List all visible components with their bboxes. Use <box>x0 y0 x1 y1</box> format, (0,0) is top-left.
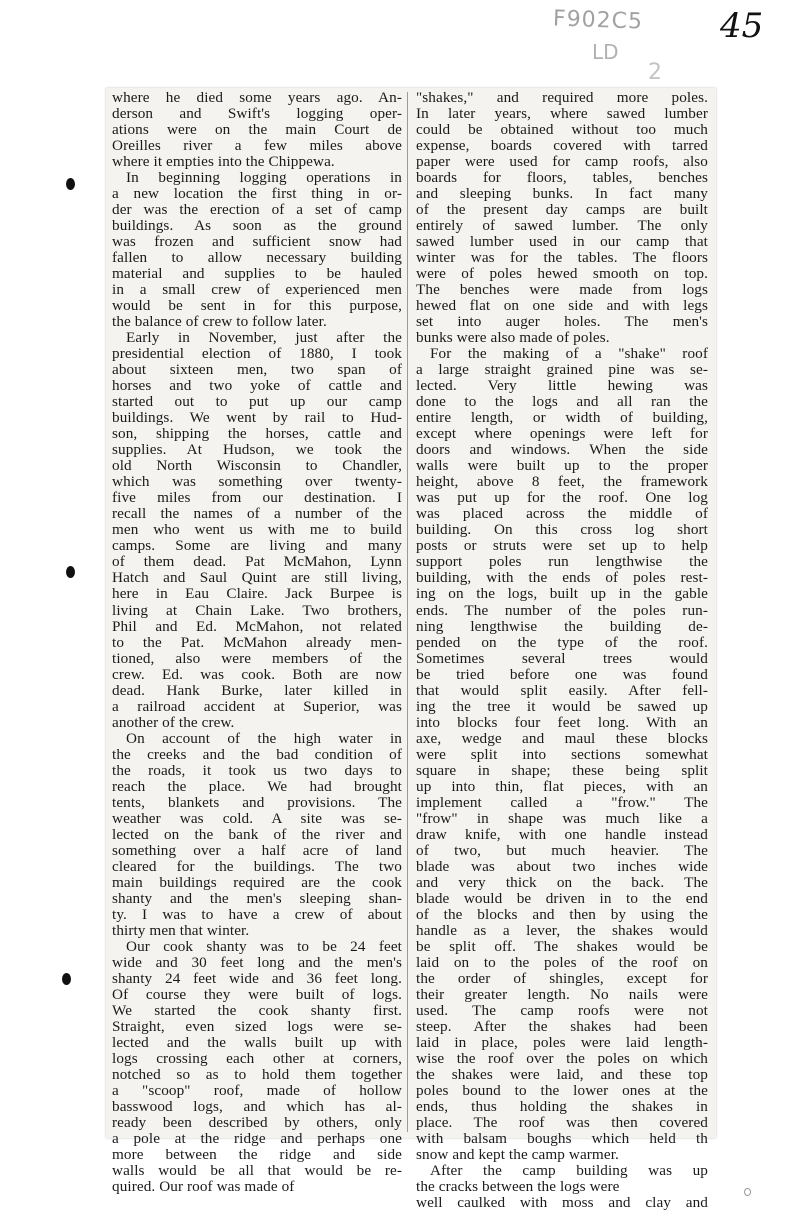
article-line: ing on the logs, built up in the gable <box>416 586 708 603</box>
article-line: blade was about two inches wide <box>416 858 708 875</box>
article-line: here in Eau Claire. Jack Burpee is <box>112 586 402 603</box>
article-line: implement called a "frow." The <box>416 794 708 811</box>
article-line: to the Pat. McMahon already men- <box>112 634 402 651</box>
article-line: quired. Our roof was made of <box>112 1179 295 1196</box>
article-line: son, shipping the horses, cattle and <box>112 426 402 443</box>
article-line: bunks were also made of poles. <box>416 330 610 347</box>
article-line: In later years, where sawed lumber <box>416 106 708 123</box>
article-line: square in shape; these being split <box>416 762 708 779</box>
article-line: the creeks and the bad condition of <box>112 746 402 763</box>
article-line: place. The roof was then covered <box>416 1115 708 1131</box>
article-line: recall the names of a number of the <box>112 506 402 523</box>
article-line: Early in November, just after the <box>126 330 402 347</box>
article-line: Of course they were built of logs. <box>112 986 402 1003</box>
article-line: The benches were made from logs <box>416 282 708 299</box>
article-line: be tried before one was found <box>416 666 708 683</box>
article-line: tents, blankets and provisions. The <box>112 794 402 811</box>
article-line: lected on the bank of the river and <box>112 826 402 843</box>
article-column-left <box>112 90 402 1195</box>
article-line: Sometimes several trees would <box>416 650 708 667</box>
article-line: old North Wisconsin to Chandler, <box>112 458 402 475</box>
article-line: be split off. The shakes would be <box>416 938 708 955</box>
article-line: For the making of a "shake" roof <box>430 346 708 363</box>
catalog-code-annotation: F902C5 <box>552 6 644 35</box>
column-divider <box>407 92 408 1132</box>
article-line: entire length, or width of building, <box>416 410 708 427</box>
article-line: weather was cold. A site was se- <box>112 810 402 827</box>
article-line: lected. Very little hewing was <box>416 378 708 395</box>
article-line: Our cook shanty was to be 24 feet <box>126 938 402 955</box>
article-line: a "scoop" roof, made of hollow <box>112 1082 402 1099</box>
article-line: would be sent in for this purpose, <box>112 298 402 315</box>
article-line: about sixteen men, two span of <box>112 362 402 379</box>
article-line: cleared for the buildings. The two <box>112 858 402 875</box>
article-line: wide and 30 feet long and the men's <box>112 954 402 971</box>
article-line: more between the ridge and side <box>112 1147 402 1164</box>
corner-mark-annotation: 2 <box>648 60 662 85</box>
article-line: shanty 24 feet wide and 36 feet long. <box>112 970 402 987</box>
article-line: wise the roof over the poles on which <box>416 1050 708 1067</box>
article-line: axe, wedge and maul these blocks <box>416 730 708 747</box>
article-line: tioned, also were members of the <box>112 650 402 667</box>
article-line: Oreilles river a few miles above <box>112 138 402 155</box>
article-line: into blocks four feet long. With an <box>416 714 708 731</box>
article-line: laid on to the poles of the roof on <box>416 954 708 971</box>
article-line: basswood logs, and which has al- <box>112 1098 402 1115</box>
article-line: set into auger holes. The men's <box>416 314 708 331</box>
article-line: a large straight grained pine was se- <box>416 362 708 379</box>
article-line: of the blocks and then by using the <box>416 906 708 923</box>
article-line: On account of the high water in <box>126 730 402 747</box>
article-line: Straight, even sized logs were se- <box>112 1018 402 1035</box>
article-line: a new location the first thing in or- <box>112 186 402 203</box>
article-line: posts or struts were set up to help <box>416 538 708 555</box>
article-line: up into thin, flat pieces, with an <box>416 778 708 795</box>
article-line: crew. Ed. was cook. Both are now <box>112 666 402 683</box>
article-line: walls would be all that would be re- <box>112 1163 402 1180</box>
article-line: five miles from our destination. I <box>112 490 402 507</box>
article-line: logs crossing each other at corners, <box>112 1050 402 1067</box>
article-line: building, with the ends of poles rest- <box>416 570 708 587</box>
article-line: In beginning logging operations in <box>126 170 402 187</box>
article-line: except where openings were left for <box>416 426 708 443</box>
article-line: ing the tree it would be sawed up <box>416 698 708 715</box>
punch-hole <box>62 973 71 985</box>
article-line: and sleeping bunks. In fact many <box>416 186 708 203</box>
article-line: were of poles hewed smooth on top. <box>416 266 708 283</box>
article-line: the cracks between the logs were <box>416 1179 620 1196</box>
article-line: the order of shingles, except for <box>416 970 708 987</box>
article-line: the balance of crew to follow later. <box>112 314 327 331</box>
article-line: which was something over twenty- <box>112 474 402 491</box>
article-line: We started the cook shanty first. <box>112 1002 402 1019</box>
article-line: der was the erection of a set of camp <box>112 202 402 219</box>
article-column-right <box>416 90 708 1211</box>
article-line: of the present day camps are built <box>416 202 708 219</box>
article-line: expense, boards covered with tarred <box>416 138 708 155</box>
article-line: with balsam boughs which held th <box>416 1131 708 1148</box>
article-line: walls were built up to the proper <box>416 458 708 475</box>
article-line: were split into sections somewhat <box>416 746 708 763</box>
article-line: where it empties into the Chippewa. <box>112 154 335 171</box>
article-line: well caulked with moss and clay and <box>416 1195 708 1212</box>
article-line: doors and windows. When the side <box>416 442 708 459</box>
article-line: and very thick on the back. The <box>416 874 708 891</box>
article-line: was frozen and sufficient snow had <box>112 234 402 251</box>
article-line: was placed across the middle of <box>416 506 708 523</box>
article-line: living at Chain Lake. Two brothers, <box>112 602 402 619</box>
article-line: something over a half acre of land <box>112 842 402 859</box>
article-line: ends, thus holding the shakes in <box>416 1098 708 1115</box>
article-line: building. On this cross log short <box>416 522 708 539</box>
article-line: that would split easily. After fell- <box>416 682 708 699</box>
article-line: the roads, it took us two days to <box>112 762 402 779</box>
article-line: their greater length. No nails were <box>416 986 708 1003</box>
article-line: done to the logs and all ran the <box>416 394 708 411</box>
newspaper-clipping <box>106 88 716 1212</box>
article-line: paper were used for camp roofs, also <box>416 154 708 171</box>
article-line: ends. The number of the poles run- <box>416 602 708 619</box>
article-line: dead. Hank Burke, later killed in <box>112 682 402 699</box>
article-line: Hatch and Saul Quint are still living, <box>112 570 402 587</box>
article-line: men who went us with me to build <box>112 522 402 539</box>
article-line: a railroad accident at Superior, was <box>112 698 402 715</box>
article-line: ready been described by others, only <box>112 1115 402 1131</box>
article-line: sawed lumber used in our camp that <box>416 234 708 251</box>
article-line: reach the place. We had brought <box>112 778 402 795</box>
punch-hole <box>66 566 75 578</box>
article-line: "frow" in shape was much like a <box>416 810 708 827</box>
article-line: hewed flat on one side and with legs <box>416 298 708 315</box>
article-line: blade would be driven in to the end <box>416 890 708 907</box>
article-line: boards for floors, tables, benches <box>416 170 708 187</box>
article-line: winter was for the tables. The floors <box>416 250 708 267</box>
article-line: where he died some years ago. An- <box>112 90 402 106</box>
article-line: was put up for the roof. One log <box>416 490 708 507</box>
article-line: thirty men that winter. <box>112 922 250 939</box>
article-line: poles bound to the lower ones at the <box>416 1082 708 1099</box>
article-line: lected and the walls built up with <box>112 1034 402 1051</box>
article-line: shanty and the men's sleeping shan- <box>112 890 402 907</box>
article-line: used. The camp roofs were not <box>416 1002 708 1019</box>
article-line: presidential election of 1880, I took <box>112 346 402 363</box>
article-line: steep. After the shakes had been <box>416 1018 708 1035</box>
article-line: "shakes," and required more poles. <box>416 90 708 106</box>
article-line: pended on the type of the roof. <box>416 634 708 651</box>
article-line: in a small crew of experienced men <box>112 282 402 299</box>
punch-hole <box>66 178 75 190</box>
article-line: buildings. As soon as the ground <box>112 218 402 235</box>
sub-mark-annotation: LD <box>592 40 619 64</box>
article-line: of two, but much heavier. The <box>416 842 708 859</box>
article-line: ty. I was to have a crew of about <box>112 906 402 923</box>
article-line: main buildings required are the cook <box>112 874 402 891</box>
article-line: supplies. At Hudson, we took the <box>112 442 402 459</box>
article-line: derson and Swift's logging oper- <box>112 106 402 123</box>
article-line: notched so as to hold them together <box>112 1066 402 1083</box>
article-line: another of the crew. <box>112 714 235 731</box>
page-number: 45 <box>720 6 764 46</box>
article-line: camps. Some are living and many <box>112 538 402 555</box>
article-line: a pole at the ridge and perhaps one <box>112 1131 402 1148</box>
article-line: snow and kept the camp warmer. <box>416 1147 619 1164</box>
article-line: After the camp building was up <box>430 1163 708 1180</box>
article-line: the shakes were laid, and these top <box>416 1066 708 1083</box>
article-line: height, above 8 feet, the framework <box>416 474 708 491</box>
article-line: buildings. We went by rail to Hud- <box>112 410 402 427</box>
paper-speck <box>744 1188 751 1196</box>
article-line: of them dead. Pat McMahon, Lynn <box>112 554 402 571</box>
article-line: Phil and Ed. McMahon, not related <box>112 618 402 635</box>
article-line: horses and two yoke of cattle and <box>112 378 402 395</box>
article-line: ations were on the main Court de <box>112 122 402 139</box>
article-line: entirely of sawed lumber. The only <box>416 218 708 235</box>
article-line: could be obtained without too much <box>416 122 708 139</box>
article-line: material and supplies to be hauled <box>112 266 402 283</box>
article-line: support poles run lengthwise the <box>416 554 708 571</box>
article-line: laid in place, poles were laid length- <box>416 1034 708 1051</box>
article-line: fallen to allow necessary building <box>112 250 402 267</box>
article-line: started out to put up our camp <box>112 394 402 411</box>
article-line: draw knife, with one handle instead <box>416 826 708 843</box>
article-line: handle as a lever, the shakes would <box>416 922 708 939</box>
article-line: ning lengthwise the building de- <box>416 618 708 635</box>
